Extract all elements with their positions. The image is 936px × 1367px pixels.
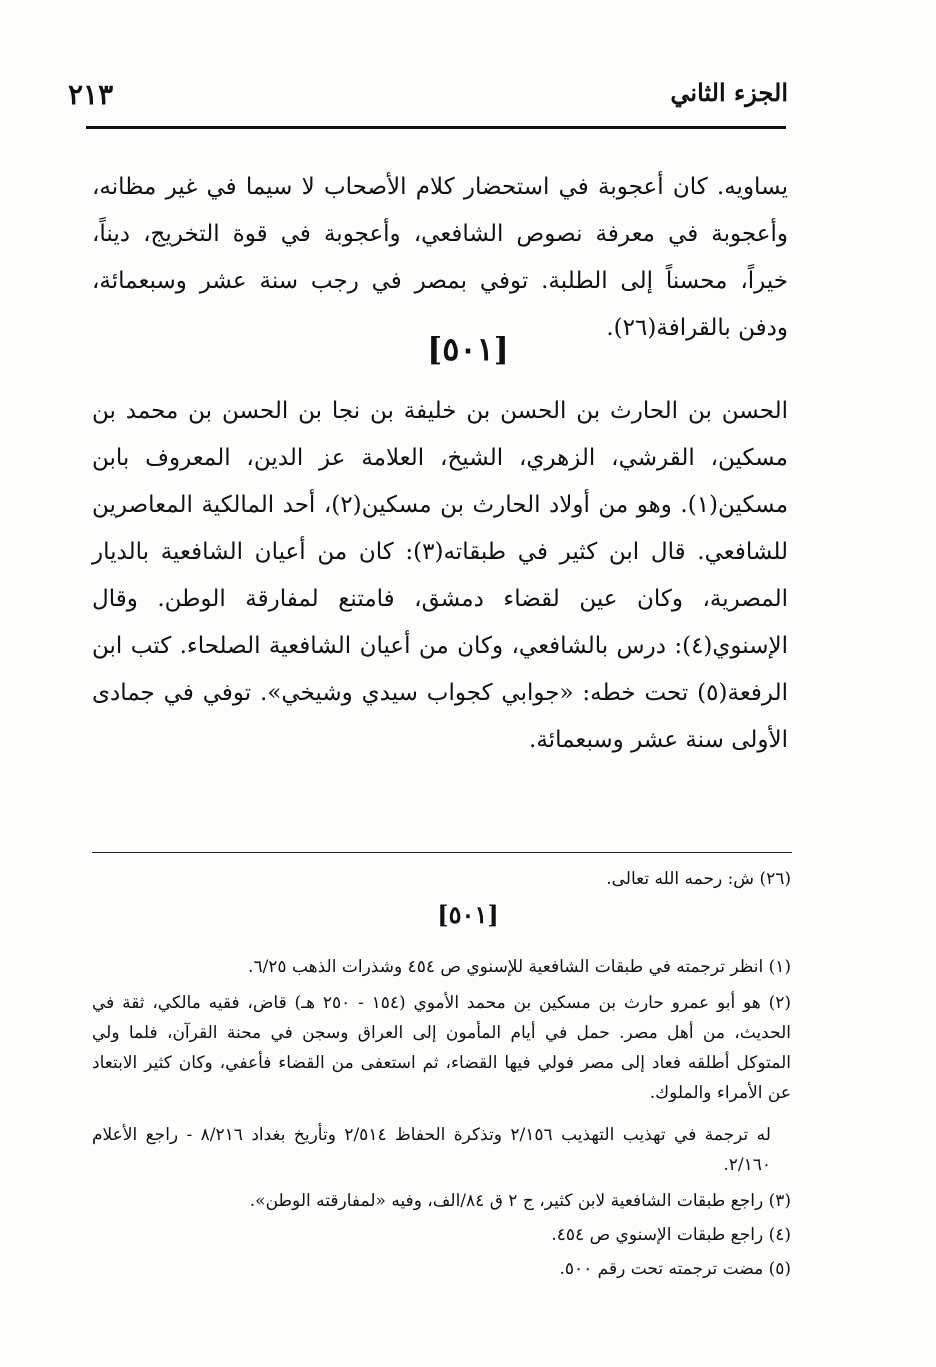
page-number: ٢١٣ [68, 78, 114, 111]
footnote-5: (٥) مضت ترجمته تحت رقم ٥٠٠. [559, 1259, 791, 1279]
continuation-paragraph: يساويه. كان أعجوبة في استحضار كلام الأصحاب لا سيما في غير مظانه، وأعجوبة في معرفة نصوص الشافعي، وأعجوبة في قوة التخريج، ديناً، خيراً، محسناً إلى الطلبة. توفي بمصر في رجب سنة عشر وسبعمائة، ودفن بالقرافة(٢٦). [92, 174, 788, 341]
footnote-2: (٢) هو أبو عمرو حارث بن مسكين بن محمد الأموي (١٥٤ - ٢٥٠ هـ) قاض، فقيه مالكي، ثقة في الحديث، من أهل مصر. حمل في أيام المأمون إلى العراق وسجن في محنة القرآن، فلما ولي المتوكل أطلقه فعاد إلى مصر فولي فيها القضاء، ثم استعفى من القضاء فأعفي، وكان كثير الابتعاد عن الأمراء والملوك. [92, 993, 791, 1103]
entry-biography-paragraph: الحسن بن الحارث بن الحسن بن خليفة بن نجا بن الحسن بن محمد بن مسكين، القرشي، الزهري، الشيخ، العلامة عز الدين، المعروف بابن مسكين(١). وهو من أولاد الحارث بن مسكين(٢)، أحد المالكية المعاصرين للشافعي. قال ابن كثير في طبقاته(٣): كان من أعيان الشافعية بالديار المصرية، وكان عين لقضاء دمشق، فامتنع لمفارقة الوطن. وقال الإسنوي(٤): درس بالشافعي، وكان من أعيان الشافعية الصلحاء. كتب ابن الرفعة(٥) تحت خطه: «جوابي كجواب سيدي وشيخي». توفي في جمادى الأولى سنة عشر وسبعمائة. [92, 398, 789, 753]
footnote-2-continuation: له ترجمة في تهذيب التهذيب ٢/١٥٦ وتذكرة الحفاظ ٢/٥١٤ وتأريخ بغداد ٨/٢١٦ - راجع الأعلام ٢/١٦٠. [92, 1125, 771, 1175]
footnote-4: (٤) راجع طبقات الإسنوي ص ٤٥٤. [551, 1225, 791, 1245]
footnote-entry-number: [٥٠١] [437, 900, 499, 929]
entry-number-heading: [٥٠١] [427, 330, 509, 368]
footnote-26: (٢٦) ش: رحمه الله تعالى. [606, 869, 791, 889]
footnote-divider [92, 852, 792, 853]
footnote-1: (١) انظر ترجمته في طبقات الشافعية للإسنوي ص ٤٥٤ وشذرات الذهب ٦/٢٥. [248, 957, 791, 977]
footnote-3: (٣) راجع طبقات الشافعية لابن كثير، ج ٢ ق ٨٤/الف، وفيه «لمفارقته الوطن». [249, 1191, 791, 1211]
header-divider [86, 126, 786, 129]
running-header-part: الجزء الثاني [670, 78, 788, 107]
